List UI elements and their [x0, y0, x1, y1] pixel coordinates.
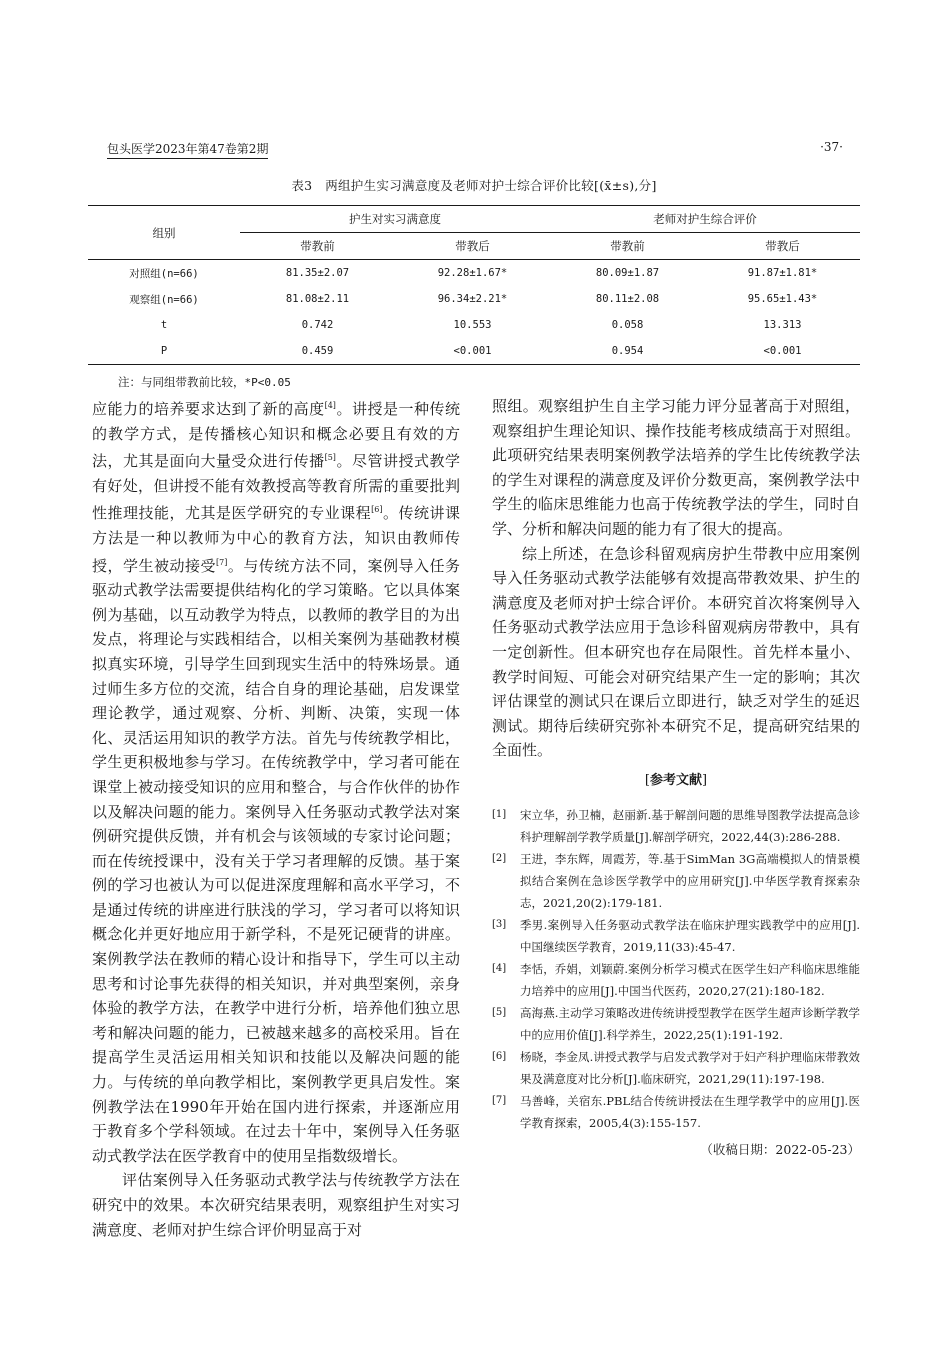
- sub-header: 带教前: [240, 233, 395, 260]
- reference-number: [7]: [492, 1094, 507, 1106]
- reference-item: [492, 1046, 860, 1090]
- table-cell: 95.65±1.43*: [747, 293, 818, 305]
- table-note: [88, 374, 860, 390]
- table-cell: 81.08±2.11: [285, 293, 350, 305]
- reference-item: [492, 1090, 860, 1134]
- col-group-satisfaction: 护生对实习满意度: [240, 206, 550, 233]
- reference-item: [492, 848, 860, 914]
- row-label: 观察组(n=66): [129, 293, 199, 306]
- reference-number: [4]: [492, 962, 507, 974]
- table-cell: <0.001: [395, 338, 550, 365]
- reference-number: [2]: [492, 852, 507, 864]
- table-cell: 0.058: [611, 319, 644, 331]
- table-cell: 0.742: [301, 319, 334, 331]
- table-row: [88, 286, 860, 312]
- reference-text: 宋立华，孙卫楠，赵丽新.基于解剖问题的思维导图教学法提高急诊科护理解剖学教学质量[J].解剖学研究，2022,44(3):286-288.: [520, 807, 860, 844]
- body-text: 。讲授是一种传统的教学方式，是传播核心知识和概念必要且有效的方法，尤其是面向大量受众进行传播: [92, 400, 460, 471]
- body-paragraph: 评估案例导入任务驱动式教学法与传统教学方法在研究中的效果。本次研究结果表明，观察组护生对实习满意度、老师对护生综合评价明显高于对: [92, 1171, 460, 1239]
- reference-item: [492, 804, 860, 848]
- table-cell: 10.553: [453, 319, 492, 331]
- reference-number: [5]: [492, 1006, 507, 1018]
- table-note-significance: *P<0.05: [244, 376, 291, 389]
- table-cell: 0.954: [550, 338, 705, 365]
- table-row: [88, 260, 860, 287]
- row-label: t: [160, 319, 168, 331]
- reference-text: 李恬，乔娟，刘颖蔚.案例分析学习模式在医学生妇产科临床思维能力培养中的应用[J].中国当代医药，2020,27(21):180-182.: [520, 961, 860, 998]
- reference-number: [6]: [492, 1050, 507, 1062]
- table-note-prefix: 注：与同组带教前比较，: [118, 375, 245, 389]
- table-cell: 13.313: [763, 319, 802, 331]
- sub-header: 带教后: [395, 233, 550, 260]
- reference-text: 王进，李东辉，周霞芳，等.基于SimMan 3G高端模拟人的情景模拟结合案例在急诊医学教学中的应用研究[J].中华医学教育探索杂志，2021,20(2):179-181.: [520, 851, 860, 910]
- reference-item: [492, 1002, 860, 1046]
- reference-item: [492, 914, 860, 958]
- citation-marker[interactable]: [7]: [216, 557, 228, 567]
- table-cell: 0.459: [240, 338, 395, 365]
- table-row: [88, 338, 860, 365]
- page-number: ·37·: [820, 140, 843, 154]
- table-cell: 80.11±2.08: [595, 293, 660, 305]
- running-header: [107, 140, 843, 156]
- results-table-block: [88, 176, 860, 390]
- body-text: 应能力的培养要求达到了新的高度: [92, 400, 325, 418]
- citation-marker[interactable]: [6]: [371, 505, 383, 515]
- body-column-left: [92, 394, 460, 1242]
- group-header: 组别: [88, 206, 240, 260]
- references-title: 参考文献: [649, 772, 702, 788]
- body-paragraph: 综上所述，在急诊科留观病房护生带教中应用案例导入任务驱动式教学法能够有效提高带教效果、护生的满意度及老师对护士综合评价。本研究首次将案例导入任务驱动式教学法应用于急诊科留观病房带教中，具有一定创新性。但本研究也存在局限性。首先样本量小、教学时间短、可能会对研究结果产生一定的影响；其次评估课堂的测试只在课后立即进行，缺乏对学生的延迟测试。期待后续研究弥补本研究不足，提高研究结果的全面性。: [492, 544, 860, 760]
- body-paragraph: [92, 394, 460, 1168]
- body-text: 。传统讲课方法是一种以教师为中心的教育方法，知识由教师传授，学生被动接受: [92, 504, 460, 575]
- table-cell: 80.09±1.87: [595, 267, 660, 279]
- citation-marker[interactable]: [4]: [324, 401, 336, 410]
- journal-title: 包头医学2023年第47卷第2期: [107, 140, 268, 159]
- body-paragraph: 照组。观察组护生自主学习能力评分显著高于对照组，观察组护生理论知识、操作技能考核成绩高于对照组。此项研究结果表明案例教学法培养的学生比传统教学法的学生对课程的满意度及评价分数更高，案例教学法中学生的临床思维能力也高于传统教学法的学生，同时自学、分析和解决问题的能力有了很大的提高。: [492, 397, 860, 538]
- row-label: 对照组(n=66): [129, 267, 199, 280]
- reference-list: [492, 804, 860, 1134]
- table-cell: 92.28±1.67*: [437, 267, 508, 279]
- sub-header: 带教后: [705, 233, 860, 260]
- reference-text: 高海燕.主动学习策略改进传统讲授型教学在医学生超声诊断学教学中的应用价值[J].科学养生，2022,25(1):191-192.: [520, 1005, 860, 1042]
- results-table: [88, 205, 860, 365]
- table-cell: 91.87±1.81*: [747, 267, 818, 279]
- body-column-right: [492, 394, 860, 1162]
- row-label: P: [88, 338, 240, 365]
- references-heading: [参考文献]: [644, 772, 708, 788]
- table-row: [88, 312, 860, 338]
- col-group-evaluation: 老师对护生综合评价: [550, 206, 860, 233]
- table-title: 表3 两组护生实习满意度及老师对护士综合评价比较[(x̄±s),分]: [291, 178, 657, 193]
- reference-text: 杨晓，李金凤.讲授式教学与启发式教学对于妇产科护理临床带教效果及满意度对比分析[J].临床研究，2021,29(11):197-198.: [520, 1049, 860, 1086]
- body-text: 。与传统方法不同，案例导入任务驱动式教学法需要提供结构化的学习策略。它以具体案例为基础，以互动教学为特点，以教师的教学目的为出发点，将理论与实践相结合，以相关案例为基础教材模拟真实环境，引导学生回到现实生活中的特殊场景。通过师生多方位的交流，结合自身的理论基础，启发课堂理论教学，通过观察、分析、判断、决策，实现一体化、灵活运用知识的教学方法。首先与传统教学相比，学生更积极地参与学习。在传统教学中，学习者可能在课堂上被动接受知识的应用和整合，与合作伙伴的协作以及解决问题的能力。案例导入任务驱动式教学法对案例研究提供反馈，并有机会与该领域的专家讨论问题；而在传统授课中，没有关于学习者理解的反馈。基于案例的学习也被认为可以促进深度理解和高水平学习，不是通过传统的讲座进行肤浅的学习，学习者可以将知识概念化并更好地应用于新学科，不是死记硬背的讲座。案例教学法在教师的精心设计和指导下，学生可以主动思考和讨论事先获得的相关知识，并对典型案例，亲身体验的教学方法，在教学中进行分析，培养他们独立思考和解决问题的能力，已被越来越多的高校采用。旨在提高学生灵活运用相关知识和技能以及解决问题的能力。与传统的单向教学相比，案例教学更具启发性。案例教学法在1990年开始在国内进行探索，并逐渐应用于教育多个学科领域。在过去十年中，案例导入任务驱动式教学法在医学教育中的使用呈指数级增长。: [92, 556, 460, 1165]
- reference-text: 季男.案例导入任务驱动式教学法在临床护理实践教学中的应用[J].中国继续医学教育，2019,11(33):45-47.: [520, 917, 860, 954]
- reference-number: [3]: [492, 918, 507, 930]
- table-cell: <0.001: [705, 338, 860, 365]
- table-cell: 81.35±2.07: [285, 267, 350, 279]
- citation-marker[interactable]: [5]: [324, 453, 336, 463]
- sub-header: 带教前: [550, 233, 705, 260]
- reference-item: [492, 958, 860, 1002]
- reference-text: 马善峰，关宿东.PBL结合传统讲授法在生理学教学中的应用[J].医学教育探索，2005,4(3):155-157.: [520, 1093, 860, 1130]
- received-date: （收稿日期：2022-05-23）: [700, 1141, 860, 1157]
- table-cell: 96.34±2.21*: [437, 293, 508, 305]
- reference-number: [1]: [492, 808, 507, 820]
- body-text: 。尽管讲授式教学有好处，但讲授不能有效教授高等教育所需的重要批判性推理技能，尤其是医学研究的专业课程: [92, 452, 460, 523]
